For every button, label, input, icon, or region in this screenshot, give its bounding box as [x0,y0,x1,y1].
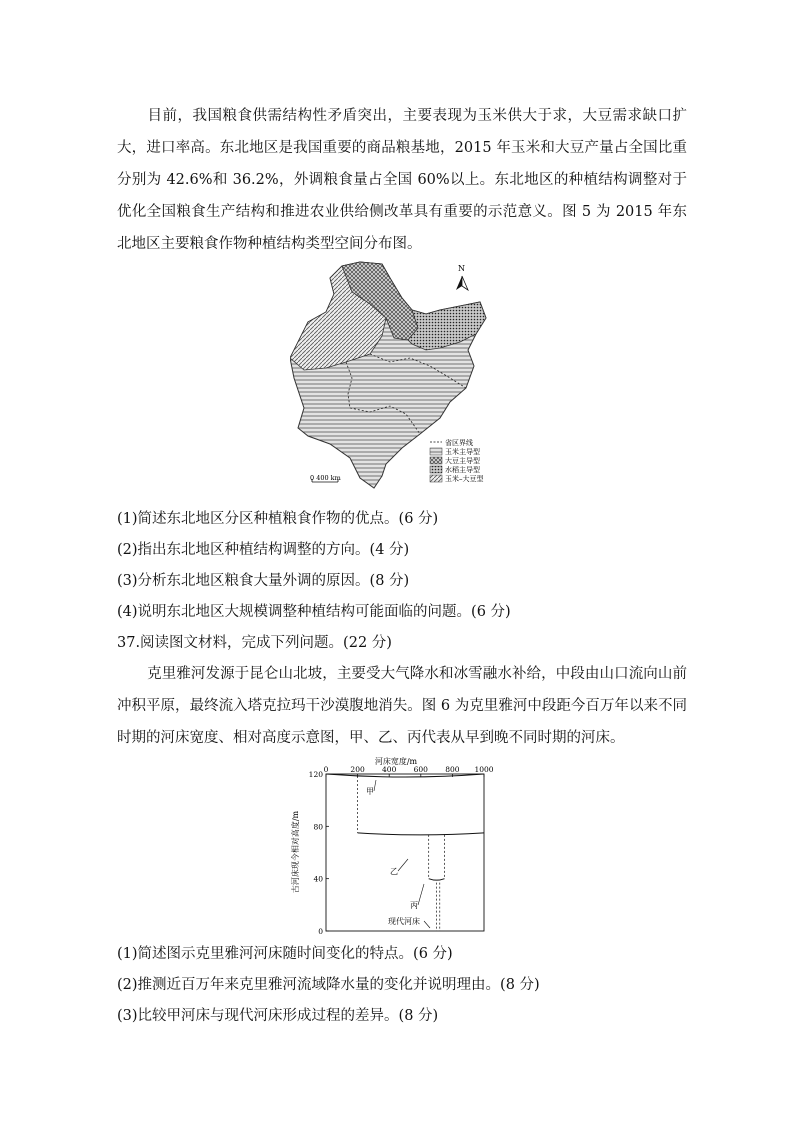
keriya-paragraph [117,658,687,754]
x-tick-label: 1000 [474,765,494,774]
legend-corn-soybean: 玉米–大豆型 [445,475,484,483]
legend-corn: 玉米主导型 [445,448,480,456]
north-arrow-icon [456,264,468,290]
y-tick-label: 120 [308,770,323,779]
riverbed-label: 乙 [390,867,398,876]
northeast-map-figure [290,258,510,498]
label-leader [374,780,376,791]
legend-soybean: 大豆主导型 [445,457,480,465]
keriya-text: 克里雅河发源于昆仑山北坡，主要受大气降水和冰雪融水补给，中段由山口流向山前冲积平原，最终流入塔克拉玛干沙漠腹地消失。图 6 为克里雅河中段距今百万年以来不同时期的河床宽度、相对高度示意图，甲、乙、丙代表从早到晚不同时期的河床。 [117,666,687,746]
legend-rice: 水稻主导型 [445,466,480,474]
y-tick-label: 80 [313,822,323,832]
x-tick-label: 400 [382,765,397,774]
label-leader [398,859,408,871]
riverbed-label: 现代河床 [388,917,420,926]
x-tick-label: 200 [350,765,365,774]
rice-region [408,302,486,350]
q36-item-3: (3)分析东北地区粮食大量外调的原因。(8 分) [117,573,410,589]
plot-frame [326,774,484,931]
riverbed-chart [286,756,506,938]
q37-item-2: (2)推测近百万年来克里雅河流域降水量的变化并说明理由。(8 分) [117,977,540,993]
x-axis-title: 河床宽度/m [374,757,418,766]
riverbed-line [429,879,445,881]
q37-item-1: (1)简述图示克里雅河河床随时间变化的特点。(6 分) [117,946,453,962]
scale-bar [310,474,341,482]
north-label: N [458,264,465,273]
y-axis-title: 古河床现今相对高度/m [291,810,300,894]
intro-text: 目前，我国粮食供需结构性矛盾突出，主要表现为玉米供大于求，大豆需求缺口扩大，进口率高。东北地区是我国重要的商品粮基地，2015 年玉米和大豆产量占全国比重分别为 42.6%和 36.2%，外调粮食量占全国 60%以上。东北地区的种植结构调整对于优化全国粮食生产结构和推进农业供给侧改革具有重要的示范意义。图 5 为 2015 年东北地区主要粮食作物种植结构类型空间分布图。 [117,108,687,252]
q36-item-1: (1)简述东北地区分区种植粮食作物的优点。(6 分) [117,511,439,527]
scale-label: 0 400 km [310,474,341,482]
label-leader [424,921,430,928]
intro-paragraph [117,100,687,260]
q36-item-2: (2)指出东北地区种植结构调整的方向。(4 分) [117,542,410,558]
riverbed-label: 甲 [366,787,374,796]
riverbed-line [358,833,484,835]
x-tick-label: 0 [323,765,329,774]
x-tick-label: 600 [413,765,428,774]
y-tick-label: 0 [318,927,323,936]
q36-item-4: (4)说明东北地区大规模调整种植结构可能面临的问题。(6 分) [117,604,511,620]
q37-title: 37.阅读图文材料，完成下列问题。(22 分) [117,635,392,651]
map-legend [430,438,484,483]
x-tick-label: 800 [445,765,460,774]
riverbeds [326,774,484,931]
riverbed-label: 丙 [410,901,418,910]
legend-boundary: 省区界线 [445,439,473,447]
riverbed-line [326,774,484,777]
q37-item-3: (3)比较甲河床与现代河床形成过程的差异。(8 分) [117,1008,439,1024]
label-leader [418,884,424,905]
y-tick-label: 40 [313,874,323,884]
